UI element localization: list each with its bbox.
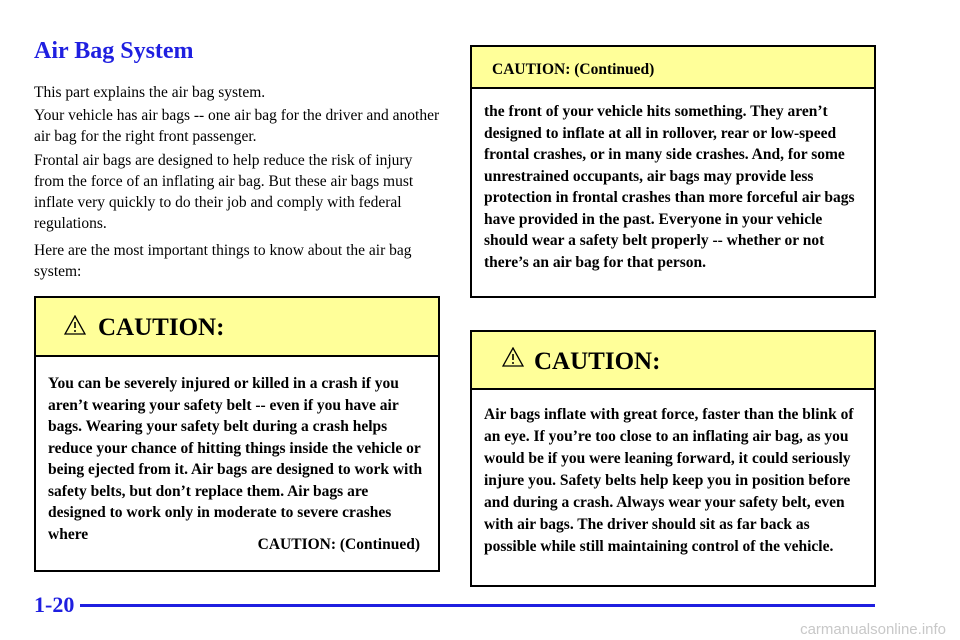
warning-triangle-icon — [502, 347, 524, 367]
frontal-air-bags-paragraph: Frontal air bags are designed to help reduce the risk of injury from the force of an inflating air bag. But these air bags must inflate very quickly to do their job and comply with federal regulations. — [34, 152, 414, 232]
page-title: Air Bag System — [34, 38, 194, 64]
caution-header — [36, 298, 438, 357]
caution-box-seat-belt — [34, 296, 440, 572]
intro-paragraph: This part explains the air bag system. — [34, 84, 266, 101]
footer-rule — [80, 604, 875, 607]
caution-continued-title: CAUTION: (Continued) — [492, 61, 655, 78]
page-number: 1-20 — [34, 592, 75, 617]
caution-text: You can be severely injured or killed in a crash if you aren’t wearing your safety belt -- even if you have air bags. Wearing your safety belt during a crash helps reduce your chance of hitting things inside the vehicle or being ejected from it. Air bags are designed to work with safety belts, but don’t replace them. Air bags are designed to work only in moderate to severe crashes where — [48, 375, 423, 543]
caution-continued-header — [472, 47, 874, 89]
air-bags-paragraph: Your vehicle has air bags -- one air bag for the driver and another air bag for the right front passenger. — [34, 107, 440, 145]
caution-continued-text: the front of your vehicle hits something. They aren’t designed to inflate at all in rollover, rear or low-speed frontal crashes, or in many side crashes. And, for some unrestrained occupants, air bags may provide less protection in frontal crashes than more forceful air bags have provided in the past. Everyone in your vehicle should wear a safety belt properly -- whether or not there’s an air bag for that person. — [484, 103, 855, 271]
warning-triangle-icon — [64, 315, 86, 335]
caution-text: Air bags inflate with great force, faster than the blink of an eye. If you’re too close to an inflating air bag, as you would be if you were leaning forward, it could seriously injure you. Safety belts help keep you in position before and during a crash. Always wear your safety belt, even with air bags. The driver should sit as far back as possible while still maintaining control of the vehicle. — [484, 406, 854, 555]
continued-label: CAUTION: (Continued) — [257, 536, 420, 553]
caution-header — [472, 332, 874, 390]
caution-box-continued — [470, 45, 876, 298]
caution-title: CAUTION: — [534, 348, 661, 375]
watermark: carmanualsonline.info — [800, 621, 946, 638]
caution-box-inflation — [470, 330, 876, 587]
caution-title: CAUTION: — [98, 314, 225, 341]
important-things-paragraph: Here are the most important things to know about the air bag system: — [34, 242, 412, 280]
